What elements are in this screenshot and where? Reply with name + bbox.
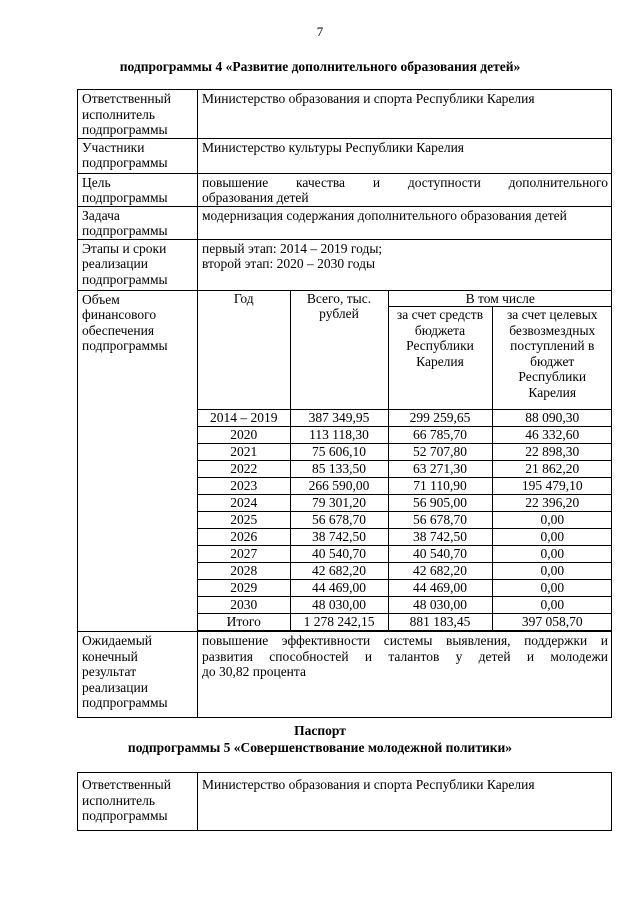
finance-grants-cell: 0,00 — [492, 580, 612, 597]
row-label: Ответственный исполнитель подпрограммы — [78, 773, 198, 831]
finance-grants-cell: 0,00 — [492, 529, 612, 546]
finance-budget-cell: 299 259,65 — [388, 410, 492, 427]
finance-total-cell: 56 678,70 — [290, 512, 388, 529]
finance-row — [198, 478, 612, 495]
subprogram4-passport-table — [77, 89, 612, 718]
row-label: Ответственный исполнитель подпрограммы — [78, 90, 198, 139]
finance-row — [198, 614, 612, 631]
finance-budget-cell: 44 469,00 — [388, 580, 492, 597]
finance-year-cell: 2014 – 2019 — [198, 410, 290, 427]
finance-label: Объем финансового обеспечения подпрограммы — [78, 290, 198, 632]
finance-total-cell: 44 469,00 — [290, 580, 388, 597]
finance-year-cell: 2023 — [198, 478, 290, 495]
finance-row — [198, 461, 612, 478]
row-label: Этапы и сроки реализации подпрограммы — [78, 239, 198, 290]
finance-year-cell: 2021 — [198, 444, 290, 461]
finance-grants-cell: 0,00 — [492, 546, 612, 563]
value-line: первый этап: 2014 – 2019 годы; — [202, 240, 383, 256]
row-value: модернизация содержания дополнительного образования детей — [198, 206, 612, 239]
passport-title: Паспорт — [294, 723, 346, 738]
finance-total-cell: 113 118,30 — [290, 427, 388, 444]
finance-budget-cell: 881 183,45 — [388, 614, 492, 631]
row-label: Ожидаемый конечный результат реализации подпрограммы — [78, 632, 198, 718]
finance-budget-cell: 38 742,50 — [388, 529, 492, 546]
finance-grants-cell: 195 479,10 — [492, 478, 612, 495]
finance-budget-cell: 56 905,00 — [388, 495, 492, 512]
finance-year-cell: 2028 — [198, 563, 290, 580]
finance-budget-cell: 71 110,90 — [388, 478, 492, 495]
finance-year-cell: 2020 — [198, 427, 290, 444]
finance-grants-cell: 22 396,20 — [492, 495, 612, 512]
finance-header-row — [198, 291, 612, 307]
finance-total-cell: 38 742,50 — [290, 529, 388, 546]
subprogram4-title: подпрограммы 4 «Развитие дополнительного образования детей» — [119, 59, 521, 74]
table-row — [78, 206, 612, 239]
table-row — [78, 90, 612, 139]
page-number: 7 — [316, 24, 324, 39]
finance-year-cell: 2026 — [198, 529, 290, 546]
table-row — [78, 773, 612, 831]
finance-row — [198, 580, 612, 597]
finance-total-cell: 1 278 242,15 — [290, 614, 388, 631]
finance-year-cell: 2022 — [198, 461, 290, 478]
row-label: Цель подпрограммы — [78, 173, 198, 206]
row-value: Министерство культуры Республики Карелия — [198, 138, 612, 173]
table-row — [78, 239, 612, 290]
subprogram5-title: подпрограммы 5 «Совершенствование молодежной политики» — [127, 740, 513, 755]
row-value: Министерство образования и спорта Республики Карелия — [198, 773, 612, 831]
finance-grants-cell: 0,00 — [492, 563, 612, 580]
finance-budget-cell: 40 540,70 — [388, 546, 492, 563]
finance-year-cell: 2027 — [198, 546, 290, 563]
row-value — [198, 173, 612, 206]
finance-budget-cell: 63 271,30 — [388, 461, 492, 478]
finance-grants-cell: 46 332,60 — [492, 427, 612, 444]
finance-row — [198, 427, 612, 444]
row-label: Участники подпрограммы — [78, 138, 198, 173]
finance-row — [198, 597, 612, 614]
row-label: Задача подпрограммы — [78, 206, 198, 239]
finance-row — [198, 410, 612, 427]
value-line: развития способностей и талантов у детей и молодежи — [202, 648, 608, 664]
value-line: повышение качества и доступности дополнительного — [202, 174, 608, 190]
finance-rows — [198, 410, 612, 631]
finance-row — [198, 563, 612, 580]
finance-budget-cell: 42 682,20 — [388, 563, 492, 580]
header-including: В том числе — [388, 291, 612, 307]
finance-cell — [198, 290, 612, 632]
finance-year-cell: 2024 — [198, 495, 290, 512]
row-value — [198, 239, 612, 290]
table-row — [78, 632, 612, 718]
finance-budget-cell: 56 678,70 — [388, 512, 492, 529]
finance-total-cell: 42 682,20 — [290, 563, 388, 580]
finance-year-cell: 2025 — [198, 512, 290, 529]
row-value — [198, 632, 612, 718]
value-line: до 30,82 процента — [202, 664, 306, 679]
finance-grants-cell: 0,00 — [492, 512, 612, 529]
finance-grants-cell: 397 058,70 — [492, 614, 612, 631]
finance-budget-cell: 66 785,70 — [388, 427, 492, 444]
finance-grants-cell: 22 898,30 — [492, 444, 612, 461]
finance-year-cell: 2029 — [198, 580, 290, 597]
finance-grants-cell: 21 862,20 — [492, 461, 612, 478]
value-line: второй этап: 2020 – 2030 годы — [202, 256, 376, 271]
row-value: Министерство образования и спорта Республики Карелия — [198, 90, 612, 139]
value-line: повышение эффективности системы выявления, поддержки и — [202, 633, 608, 648]
finance-total-cell: 79 301,20 — [290, 495, 388, 512]
finance-total-cell: 266 590,00 — [290, 478, 388, 495]
finance-grants-cell: 88 090,30 — [492, 410, 612, 427]
finance-budget-cell: 52 707,80 — [388, 444, 492, 461]
finance-total-cell: 48 030,00 — [290, 597, 388, 614]
header-total: Всего, тыс. рублей — [290, 291, 388, 410]
finance-total-cell: 40 540,70 — [290, 546, 388, 563]
header-budget: за счет средств бюджета Республики Карелия — [388, 307, 492, 410]
finance-year-cell: Итого — [198, 614, 290, 631]
value-line: образования детей — [202, 190, 309, 205]
finance-row — [198, 444, 612, 461]
finance-total-cell: 387 349,95 — [290, 410, 388, 427]
finance-grants-cell: 0,00 — [492, 597, 612, 614]
finance-total-cell: 85 133,50 — [290, 461, 388, 478]
table-row — [78, 290, 612, 632]
finance-budget-cell: 48 030,00 — [388, 597, 492, 614]
header-year: Год — [198, 291, 290, 410]
table-row — [78, 173, 612, 206]
finance-total-cell: 75 606,10 — [290, 444, 388, 461]
header-grants: за счет целевых безвозмездных поступлений в бюджет Республики Карелия — [492, 307, 612, 410]
subprogram5-passport-table — [77, 772, 612, 831]
finance-row — [198, 529, 612, 546]
finance-row — [198, 546, 612, 563]
table-row — [78, 138, 612, 173]
finance-table — [198, 291, 612, 632]
finance-year-cell: 2030 — [198, 597, 290, 614]
finance-row — [198, 495, 612, 512]
finance-row — [198, 512, 612, 529]
